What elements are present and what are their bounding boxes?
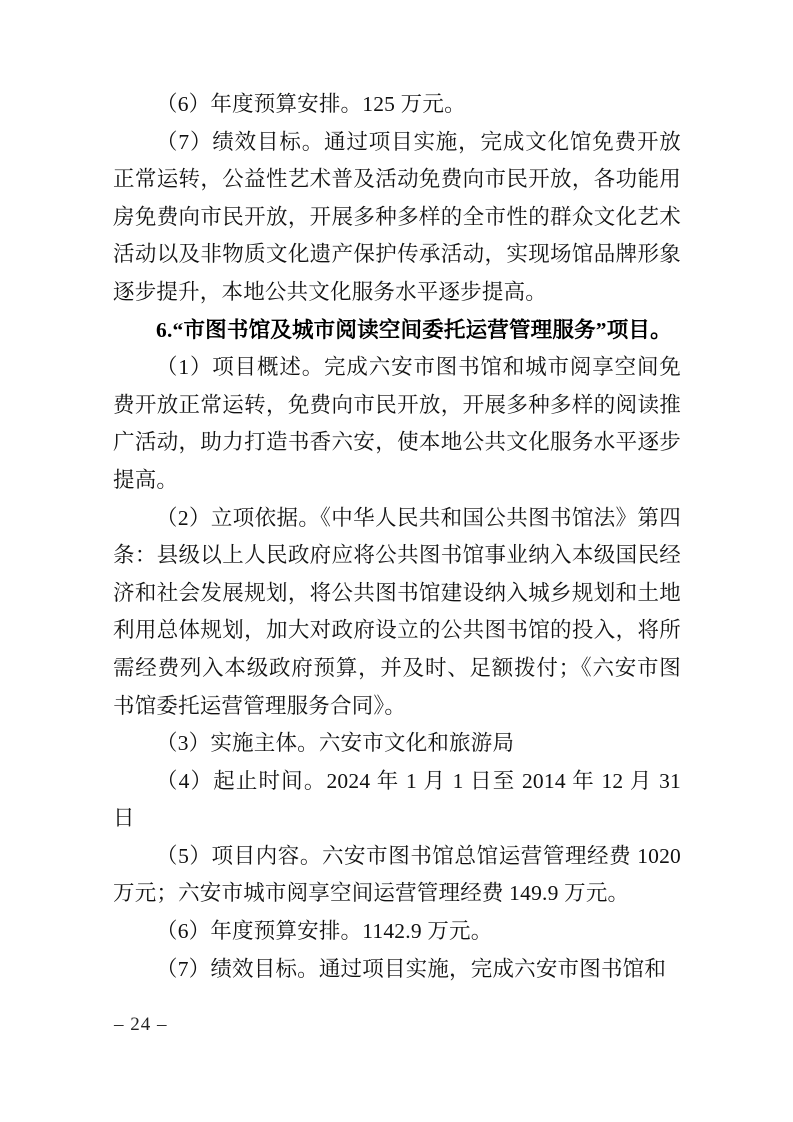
- page-number: – 24 –: [114, 1014, 168, 1035]
- paragraph: （7）绩效目标。通过项目实施，完成六安市图书馆和: [156, 956, 667, 981]
- paragraph: （7）绩效目标。通过项目实施，完成文化馆免费开放正常运转，公益性艺术普及活动免费向市民开放，各功能用房免费向市民开放，开展多种多样的全市性的群众文化艺术活动以及非物质文化遗产保护传承活动，实现场馆品牌形象逐步提升，本地公共文化服务水平逐步提高。: [113, 129, 681, 304]
- paragraph: （1）项目概述。完成六安市图书馆和城市阅享空间免费开放正常运转，免费向市民开放，开展多种多样的阅读推广活动，助力打造书香六安，使本地公共文化服务水平逐步提高。: [113, 355, 681, 492]
- paragraph: （2）立项依据。《中华人民共和国公共图书馆法》第四条：县级以上人民政府应将公共图书馆事业纳入本级国民经济和社会发展规划，将公共图书馆建设纳入城乡规划和土地利用总体规划，加大对政府设立的公共图书馆的投入，将所需经费列入本级政府预算，并及时、足额拨付；《六安市图书馆委托运营管理服务合同》。: [113, 505, 681, 718]
- paragraph: （4）起止时间。2024 年 1 月 1 日至 2014 年 12 月 31 日: [113, 768, 681, 831]
- section-heading: 6.“市图书馆及城市阅读空间委托运营管理服务”项目。: [156, 317, 672, 342]
- paragraph: （5）项目内容。六安市图书馆总馆运营管理经费 1020 万元；六安市城市阅享空间运营管理经费 149.9 万元。: [113, 843, 681, 906]
- paragraph: （3）实施主体。六安市文化和旅游局: [156, 731, 515, 756]
- paragraph: （6）年度预算安排。125 万元。: [156, 92, 466, 116]
- document-body: [113, 86, 681, 988]
- paragraph: （6）年度预算安排。1142.9 万元。: [156, 919, 493, 944]
